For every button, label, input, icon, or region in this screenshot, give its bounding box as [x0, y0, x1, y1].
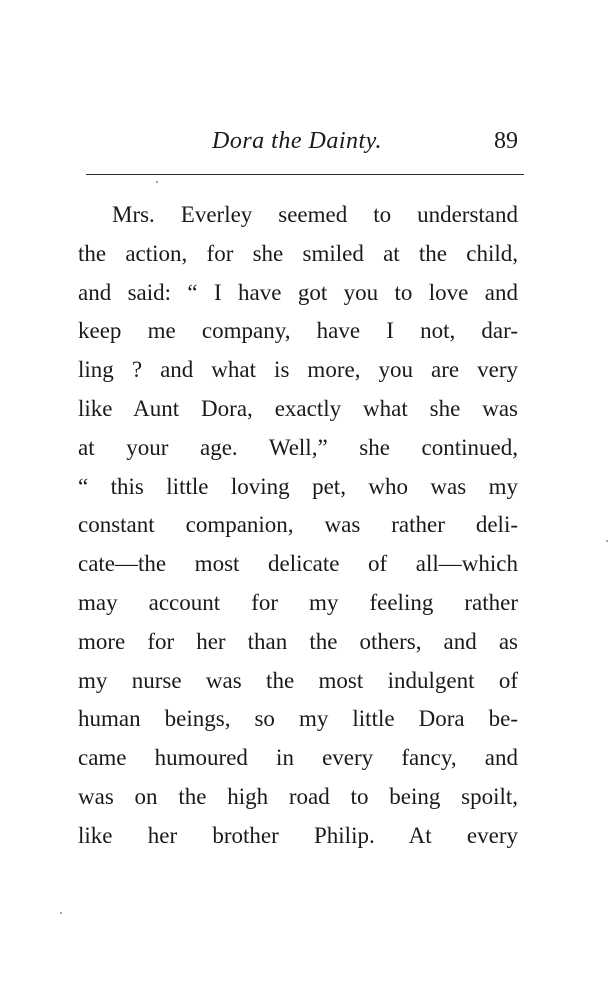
text-line: was on the high road to being spoilt,: [78, 783, 518, 809]
text-line: and said: “ I have got you to love and: [78, 279, 518, 305]
paper-speck: [60, 912, 62, 914]
page-number: 89: [494, 128, 518, 154]
text-line: more for her than the others, and as: [78, 628, 518, 654]
text-line: Mrs. Everley seemed to understand: [112, 202, 518, 227]
header-rule: [86, 174, 524, 175]
text-line: cate—the most delicate of all—which: [78, 551, 518, 577]
paper-speck: [606, 540, 608, 542]
text-line: the action, for she smiled at the child,: [78, 240, 518, 266]
text-line: like her brother Philip. At every: [78, 822, 518, 848]
text-line: my nurse was the most indulgent of: [78, 667, 518, 693]
text-line: came humoured in every fancy, and: [78, 745, 518, 771]
text-line: constant companion, was rather deli-: [78, 512, 518, 538]
paper-speck: [156, 181, 158, 183]
text-line: like Aunt Dora, exactly what she was: [78, 395, 518, 421]
running-head: [0, 128, 614, 162]
text-line: at your age. Well,” she continued,: [78, 434, 518, 460]
body-text: [78, 196, 518, 856]
text-line: “ this little loving pet, who was my: [78, 473, 518, 499]
text-line: ling ? and what is more, you are very: [78, 357, 518, 383]
text-line: may account for my feeling rather: [78, 589, 518, 615]
text-line: human beings, so my little Dora be-: [78, 706, 518, 732]
text-line: keep me company, have I not, dar-: [78, 318, 518, 344]
running-title: Dora the Dainty.: [212, 128, 382, 154]
